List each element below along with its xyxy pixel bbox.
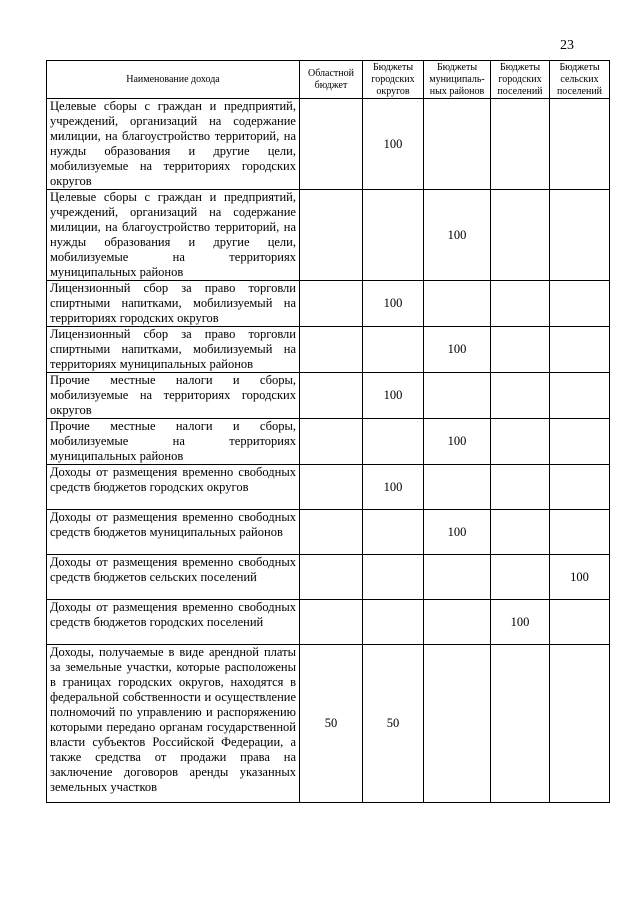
header-rural-settlement-budgets: Бюджеты сельских поселений	[550, 61, 610, 99]
rural-settlement-cell: 100	[550, 555, 610, 600]
municipal-district-cell	[424, 645, 491, 803]
rural-settlement-cell	[550, 327, 610, 373]
rural-settlement-cell	[550, 99, 610, 190]
table-row	[47, 645, 610, 803]
municipal-district-cell	[424, 281, 491, 327]
table-row	[47, 99, 610, 190]
regional-budget-cell	[300, 419, 363, 465]
urban-settlement-cell	[491, 555, 550, 600]
regional-budget-cell	[300, 600, 363, 645]
header-city-district-budgets: Бюджеты городских округов	[363, 61, 424, 99]
city-district-cell	[363, 510, 424, 555]
regional-budget-cell: 50	[300, 645, 363, 803]
table-row	[47, 465, 610, 510]
urban-settlement-cell: 100	[491, 600, 550, 645]
regional-budget-cell	[300, 373, 363, 419]
table-row	[47, 373, 610, 419]
revenue-name-cell: Лицензионный сбор за право торговли спиртными напитками, мобилизуемый на территориях городских округов	[47, 281, 300, 327]
header-urban-settlement-budgets: Бюджеты городских поселений	[491, 61, 550, 99]
city-district-cell: 100	[363, 465, 424, 510]
municipal-district-cell	[424, 465, 491, 510]
urban-settlement-cell	[491, 645, 550, 803]
city-district-cell: 100	[363, 281, 424, 327]
city-district-cell: 100	[363, 373, 424, 419]
city-district-cell	[363, 419, 424, 465]
revenue-name-cell: Доходы от размещения временно свободных средств бюджетов городских поселений	[47, 600, 300, 645]
revenue-name-cell: Доходы, получаемые в виде арендной платы за земельные участки, которые расположены в границах городских округов, находятся в федеральной собственности и осуществление полномочий по управлению и распоряжению которыми передано органам государственной власти субъектов Российской Федерации, а также средства от продажи права на заключение договоров аренды указанных земельных участков	[47, 645, 300, 803]
revenue-name-cell: Доходы от размещения временно свободных средств бюджетов городских округов	[47, 465, 300, 510]
regional-budget-cell	[300, 281, 363, 327]
urban-settlement-cell	[491, 99, 550, 190]
table-row	[47, 555, 610, 600]
city-district-cell	[363, 555, 424, 600]
rural-settlement-cell	[550, 419, 610, 465]
municipal-district-cell	[424, 373, 491, 419]
table-row	[47, 281, 610, 327]
municipal-district-cell: 100	[424, 190, 491, 281]
table-row	[47, 327, 610, 373]
urban-settlement-cell	[491, 465, 550, 510]
rural-settlement-cell	[550, 281, 610, 327]
table-row	[47, 419, 610, 465]
revenue-name-cell: Прочие местные налоги и сборы, мобилизуемые на территориях муниципальных районов	[47, 419, 300, 465]
regional-budget-cell	[300, 465, 363, 510]
rural-settlement-cell	[550, 600, 610, 645]
municipal-district-cell: 100	[424, 327, 491, 373]
city-district-cell: 50	[363, 645, 424, 803]
rural-settlement-cell	[550, 465, 610, 510]
table-row	[47, 510, 610, 555]
revenue-name-cell: Доходы от размещения временно свободных средств бюджетов муниципальных районов	[47, 510, 300, 555]
municipal-district-cell	[424, 555, 491, 600]
urban-settlement-cell	[491, 373, 550, 419]
regional-budget-cell	[300, 190, 363, 281]
city-district-cell	[363, 327, 424, 373]
revenue-name-cell: Доходы от размещения временно свободных средств бюджетов сельских поселений	[47, 555, 300, 600]
page-number: 23	[560, 38, 574, 53]
city-district-cell	[363, 190, 424, 281]
header-regional-budget: Областной бюджет	[300, 61, 363, 99]
city-district-cell	[363, 600, 424, 645]
urban-settlement-cell	[491, 510, 550, 555]
municipal-district-cell: 100	[424, 419, 491, 465]
regional-budget-cell	[300, 510, 363, 555]
revenue-name-cell: Лицензионный сбор за право торговли спиртными напитками, мобилизуемый на территориях муниципальных районов	[47, 327, 300, 373]
table-row	[47, 190, 610, 281]
rural-settlement-cell	[550, 373, 610, 419]
table-header-row	[47, 61, 610, 99]
regional-budget-cell	[300, 99, 363, 190]
revenue-name-cell: Целевые сборы с граждан и предприятий, учреждений, организаций на содержание милиции, на благоустройство территорий, на нужды образования и другие цели, мобилизуемые на территориях городских округов	[47, 99, 300, 190]
header-revenue-name: Наименование дохода	[47, 61, 300, 99]
table-row	[47, 600, 610, 645]
urban-settlement-cell	[491, 190, 550, 281]
urban-settlement-cell	[491, 327, 550, 373]
urban-settlement-cell	[491, 281, 550, 327]
municipal-district-cell	[424, 99, 491, 190]
rural-settlement-cell	[550, 510, 610, 555]
municipal-district-cell: 100	[424, 510, 491, 555]
regional-budget-cell	[300, 555, 363, 600]
rural-settlement-cell	[550, 645, 610, 803]
regional-budget-cell	[300, 327, 363, 373]
revenue-name-cell: Целевые сборы с граждан и предприятий, учреждений, организаций на содержание милиции, на благоустройство территорий, на нужды образования и другие цели, мобилизуемые на территориях муниципальных районов	[47, 190, 300, 281]
revenue-distribution-table	[46, 60, 610, 803]
municipal-district-cell	[424, 600, 491, 645]
rural-settlement-cell	[550, 190, 610, 281]
revenue-name-cell: Прочие местные налоги и сборы, мобилизуемые на территориях городских округов	[47, 373, 300, 419]
city-district-cell: 100	[363, 99, 424, 190]
header-municipal-district-budgets: Бюджеты муниципаль-ных районов	[424, 61, 491, 99]
urban-settlement-cell	[491, 419, 550, 465]
